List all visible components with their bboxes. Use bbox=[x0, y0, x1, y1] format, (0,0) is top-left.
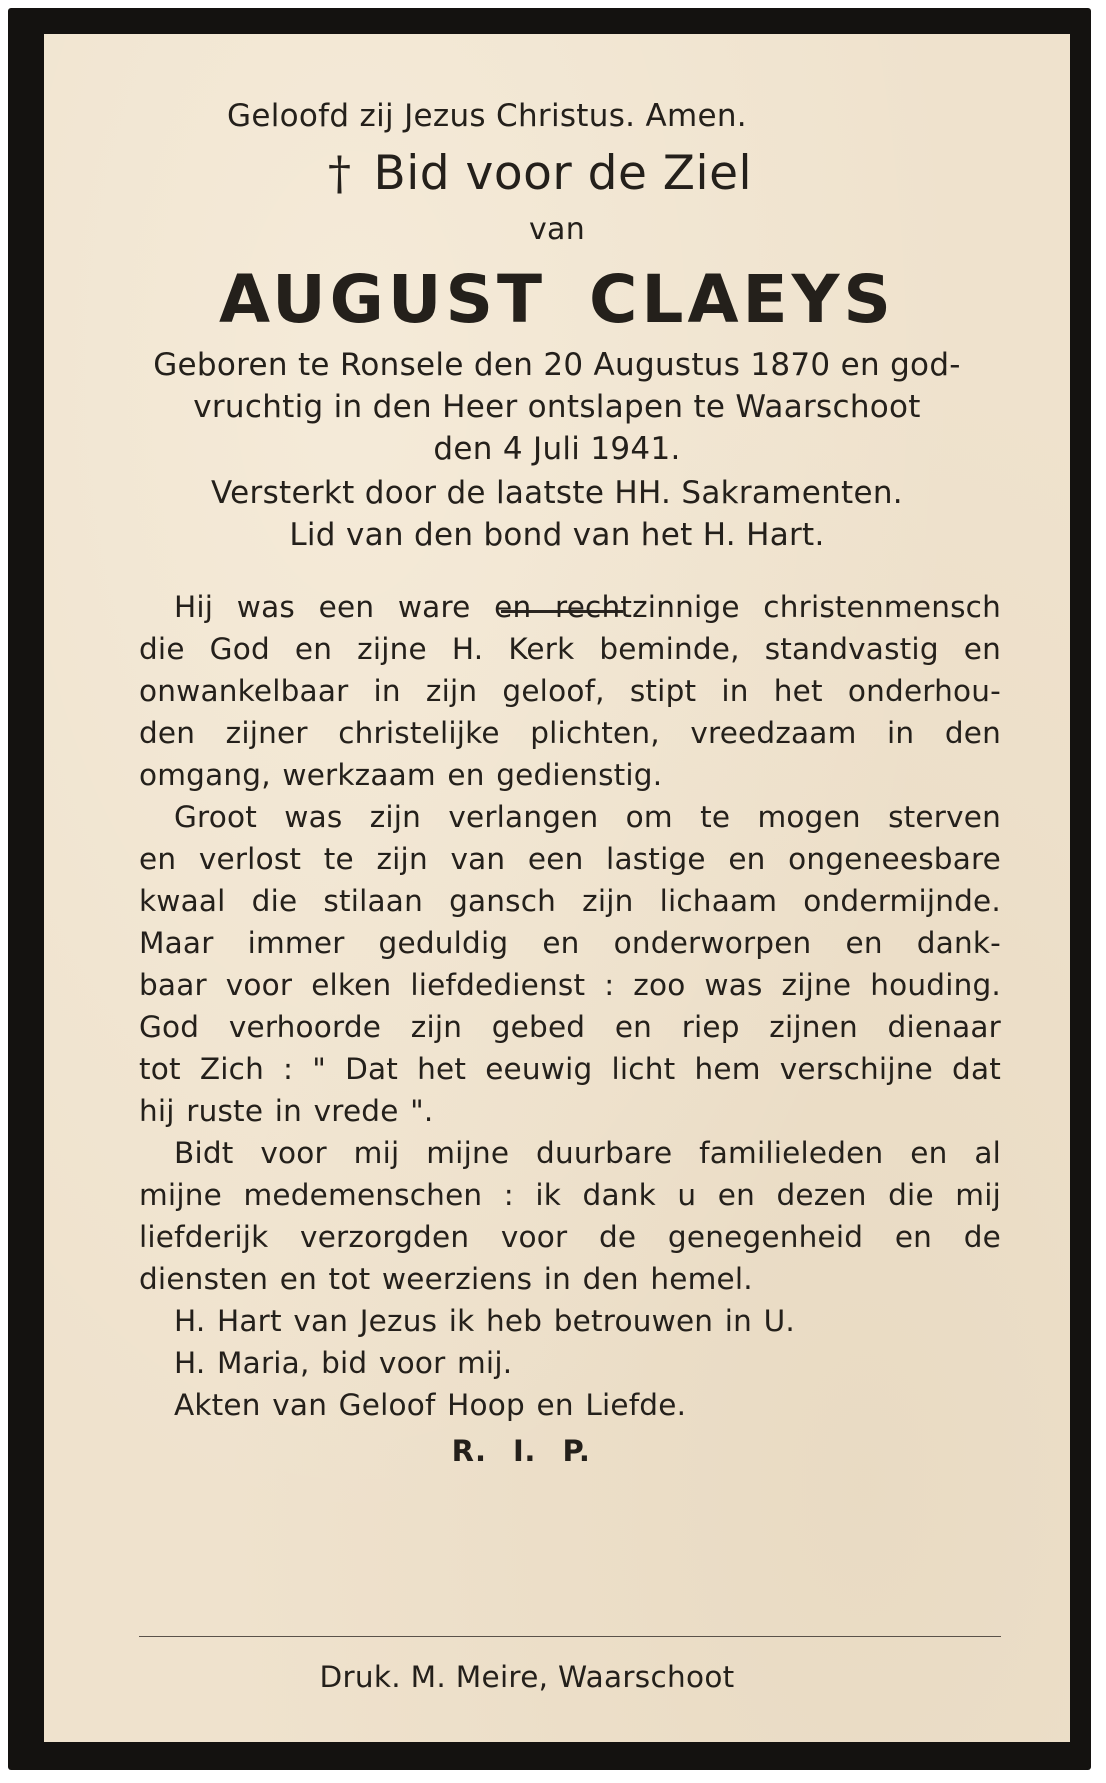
paragraph-line: Bidt voor mij mijne duurbare familieleden en al bbox=[174, 1136, 1001, 1170]
paragraph-line: Groot was zijn verlangen om te mogen sterven bbox=[174, 800, 1001, 834]
paragraph-line: liefderijk verzorgden voor de genegenheid en de bbox=[139, 1220, 1001, 1254]
paragraph-line: den zijner christelijke plichten, vreedzaam in den bbox=[139, 716, 1001, 750]
detail-line: Geboren te Ronsele den 20 Augustus 1870 en god- bbox=[153, 347, 961, 383]
rip-label: R. I. P. bbox=[451, 1434, 591, 1468]
detail-line: Lid van den bond van het H. Hart. bbox=[289, 517, 825, 553]
memorial-card bbox=[8, 8, 1091, 1770]
detail-line: den 4 Juli 1941. bbox=[433, 431, 681, 467]
detail-line: vruchtig in den Heer ontslapen te Waarschoot bbox=[193, 389, 921, 425]
paragraph-line: God verhoorde zijn gebed en riep zijnen dienaar bbox=[139, 1010, 1001, 1044]
paragraph-line: mijne medemenschen : ik dank u en dezen die mij bbox=[139, 1178, 1001, 1212]
paragraph-line: baar voor elken liefdedienst : zoo was zijne houding. bbox=[139, 968, 1001, 1002]
heading bbox=[27, 146, 1053, 201]
paragraph-line: tot Zich : " Dat het eeuwig licht hem verschijne dat bbox=[139, 1052, 1001, 1086]
van-label: van bbox=[528, 212, 586, 247]
paragraph-line: diensten en tot weerziens in den hemel. bbox=[139, 1262, 753, 1296]
paragraph-line: en verlost te zijn van een lastige en ongeneesbare bbox=[139, 842, 1001, 876]
paragraph-line: Maar immer geduldig en onderworpen en dank- bbox=[139, 926, 1001, 960]
deceased-name: AUGUST CLAEYS bbox=[219, 261, 895, 338]
invocation: Geloofd zij Jezus Christus. Amen. bbox=[227, 98, 747, 134]
paragraph-line: omgang, werkzaam en gedienstig. bbox=[139, 758, 663, 792]
divider-long bbox=[139, 1636, 1001, 1637]
paragraph-line: hij ruste in vrede ". bbox=[139, 1094, 434, 1128]
heading-text: Bid voor de Ziel bbox=[373, 146, 753, 201]
printer-credit: Druk. M. Meire, Waarschoot bbox=[319, 1660, 735, 1694]
paragraph-line: onwankelbaar in zijn geloof, stipt in het onderhou- bbox=[139, 674, 1001, 708]
prayer-line: H. Maria, bid voor mij. bbox=[174, 1346, 513, 1380]
card-paper bbox=[44, 34, 1070, 1742]
paragraph-line: Hij was een ware en rechtzinnige christenmensch bbox=[174, 590, 1001, 624]
prayer-line: H. Hart van Jezus ik heb betrouwen in U. bbox=[174, 1304, 796, 1338]
prayer-line: Akten van Geloof Hoop en Liefde. bbox=[174, 1388, 687, 1422]
cross-icon: † bbox=[327, 146, 352, 200]
paragraph-line: die God en zijne H. Kerk beminde, standvastig en bbox=[139, 632, 1001, 666]
paragraph-line: kwaal die stilaan gansch zijn lichaam ondermijnde. bbox=[139, 884, 1001, 918]
detail-line: Versterkt door de laatste HH. Sakramenten. bbox=[211, 475, 903, 511]
